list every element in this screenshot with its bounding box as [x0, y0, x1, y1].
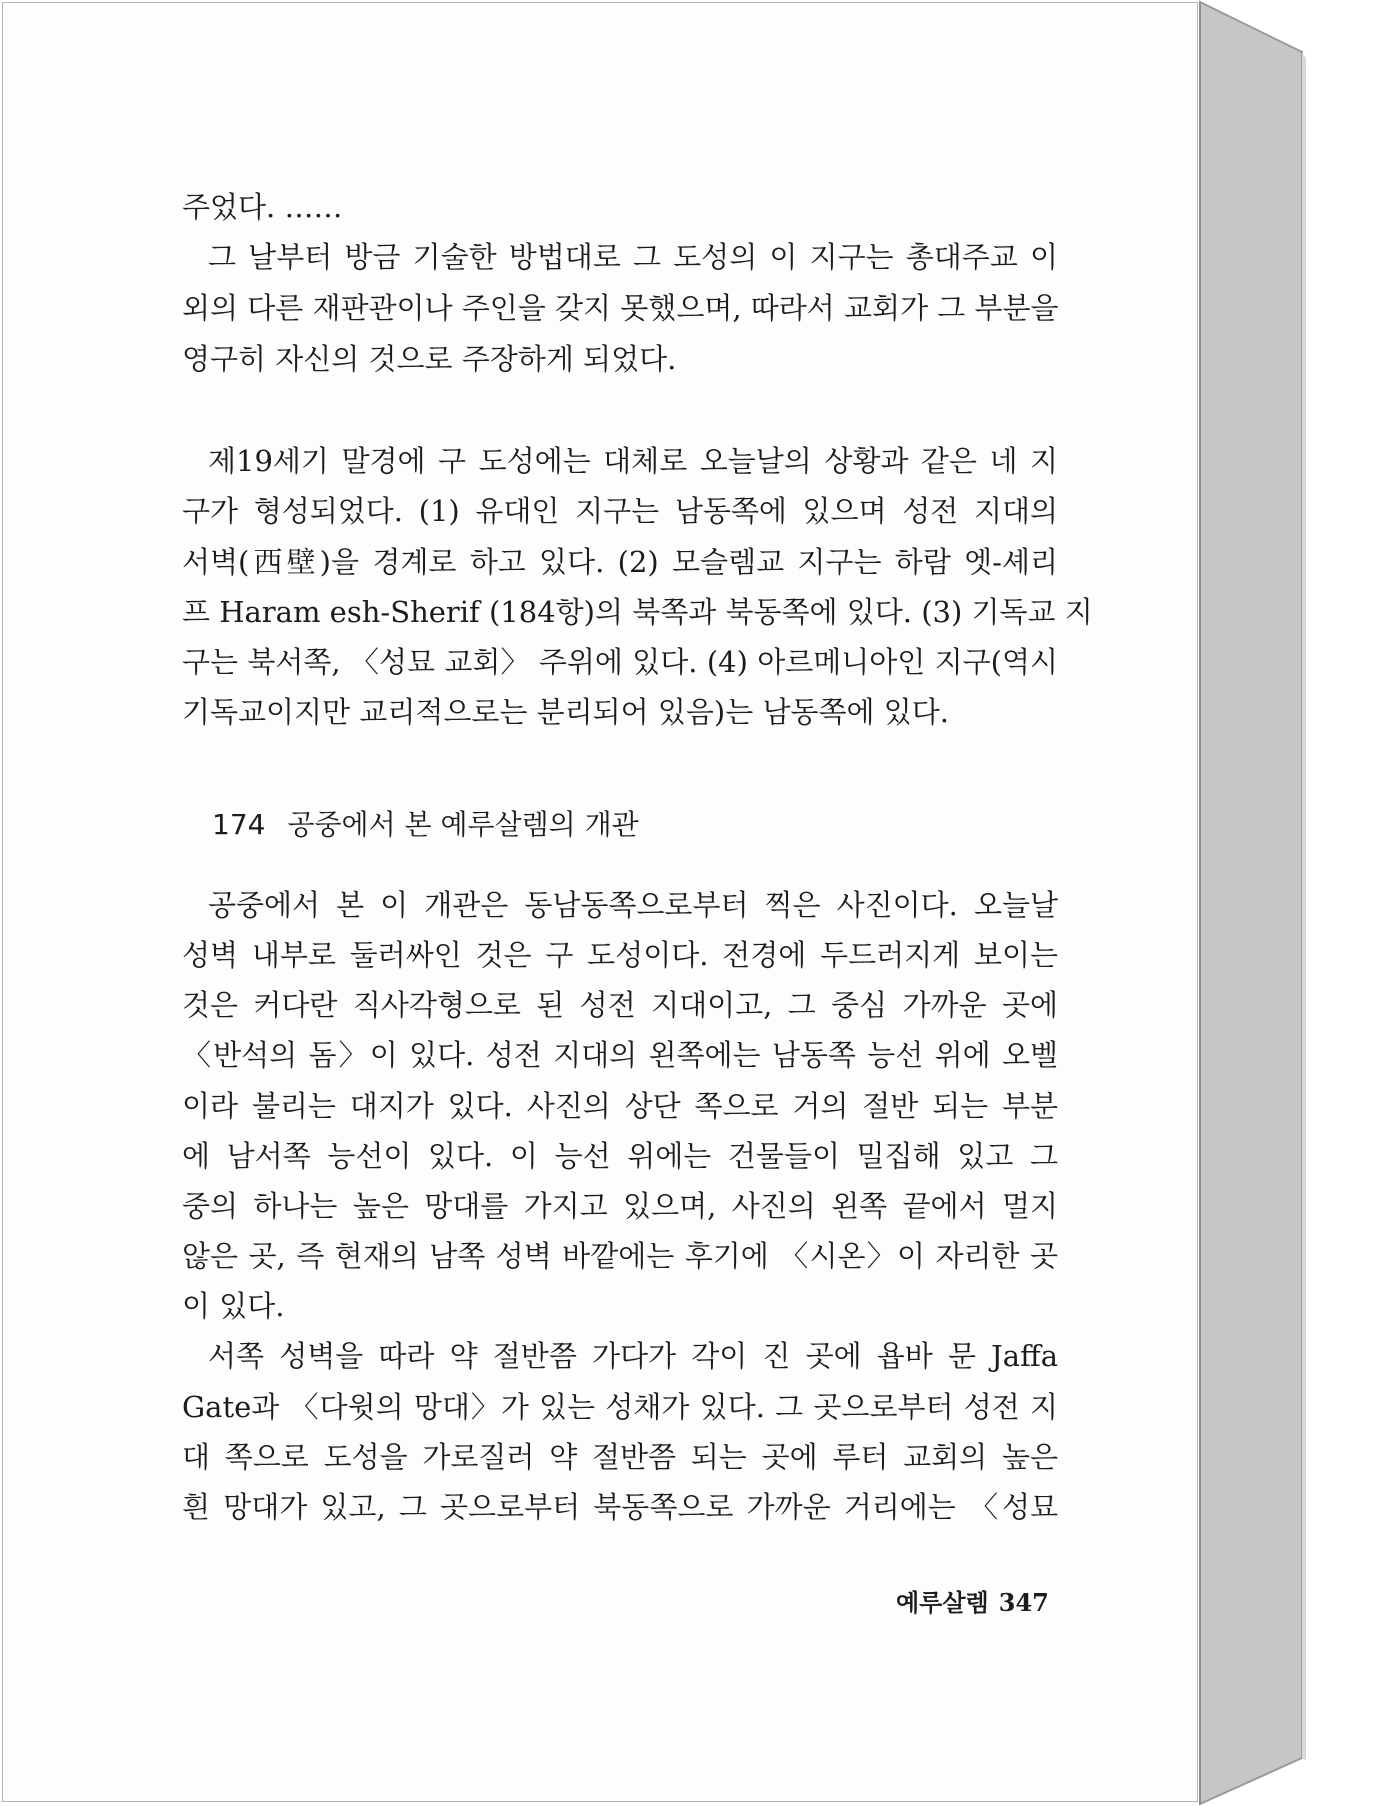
text-line: 것은 커다란 직사각형으로 된 성전 지대이고, 그 중심 가까운 곳에 — [182, 988, 1058, 1022]
text-line: 서벽(西壁)을 경계로 하고 있다. (2) 모슬렘교 지구는 하람 엣-셰리 — [182, 545, 1058, 579]
text-line: Gate과 〈다윗의 망대〉가 있는 성채가 있다. 그 곳으로부터 성전 지 — [182, 1390, 1058, 1424]
text-line: 이라 불리는 대지가 있다. 사진의 상단 쪽으로 거의 절반 되는 부분 — [182, 1089, 1058, 1123]
text-line: 그 날부터 방금 기술한 방법대로 그 도성의 이 지구는 총대주교 이 — [208, 240, 1058, 274]
text-line: 성벽 내부로 둘러싸인 것은 구 도성이다. 전경에 두드러지게 보이는 — [182, 938, 1058, 972]
text-line: 대 쪽으로 도성을 가로질러 약 절반쯤 되는 곳에 루터 교회의 높은 — [182, 1440, 1058, 1474]
text-line: 흰 망대가 있고, 그 곳으로부터 북동쪽으로 가까운 거리에는 〈성묘 — [182, 1490, 1058, 1524]
page-number: 347 — [998, 1588, 1049, 1617]
text-line: 외의 다른 재판관이나 주인을 갖지 못했으며, 따라서 교회가 그 부분을 — [182, 291, 1059, 325]
page-footer — [896, 1588, 1049, 1618]
running-title: 예루살렘 — [896, 1589, 989, 1617]
text-line: 제19세기 말경에 구 도성에는 대체로 오늘날의 상황과 같은 네 지 — [208, 444, 1058, 478]
text-line: 에 남서쪽 능선이 있다. 이 능선 위에는 건물들이 밀집해 있고 그 — [182, 1139, 1058, 1173]
text-line: 〈반석의 돔〉이 있다. 성전 지대의 왼쪽에는 남동쪽 능선 위에 오벨 — [182, 1038, 1058, 1072]
text-line: 서쪽 성벽을 따라 약 절반쯤 가다가 각이 진 곳에 욥바 문 Jaffa — [208, 1339, 1058, 1373]
text-line: 주었다. …… — [182, 190, 343, 224]
text-line: 중의 하나는 높은 망대를 가지고 있으며, 사진의 왼쪽 끝에서 멀지 — [182, 1189, 1058, 1223]
section-heading — [212, 808, 639, 842]
text-line: 프 Haram esh-Sherif (184항)의 북쪽과 북동쪽에 있다. (3) 기독교 지 — [182, 595, 1093, 629]
text-line: 기독교이지만 교리적으로는 분리되어 있음)는 남동쪽에 있다. — [182, 695, 949, 729]
section-number: 174 — [212, 808, 266, 841]
text-line: 영구히 자신의 것으로 주장하게 되었다. — [182, 342, 677, 376]
text-line: 않은 곳, 즉 현재의 남쪽 성벽 바깥에는 후기에 〈시온〉이 자리한 곳 — [182, 1239, 1058, 1273]
section-title: 공중에서 본 예루살렘의 개관 — [287, 808, 639, 841]
text-line: 구가 형성되었다. (1) 유대인 지구는 남동쪽에 있으며 성전 지대의 — [182, 494, 1058, 528]
text-line: 구는 북서쪽, 〈성묘 교회〉 주위에 있다. (4) 아르메니아인 지구(역시 — [182, 645, 1058, 679]
text-line: 공중에서 본 이 개관은 동남동쪽으로부터 찍은 사진이다. 오늘날 — [208, 888, 1058, 922]
text-line: 이 있다. — [182, 1289, 285, 1323]
